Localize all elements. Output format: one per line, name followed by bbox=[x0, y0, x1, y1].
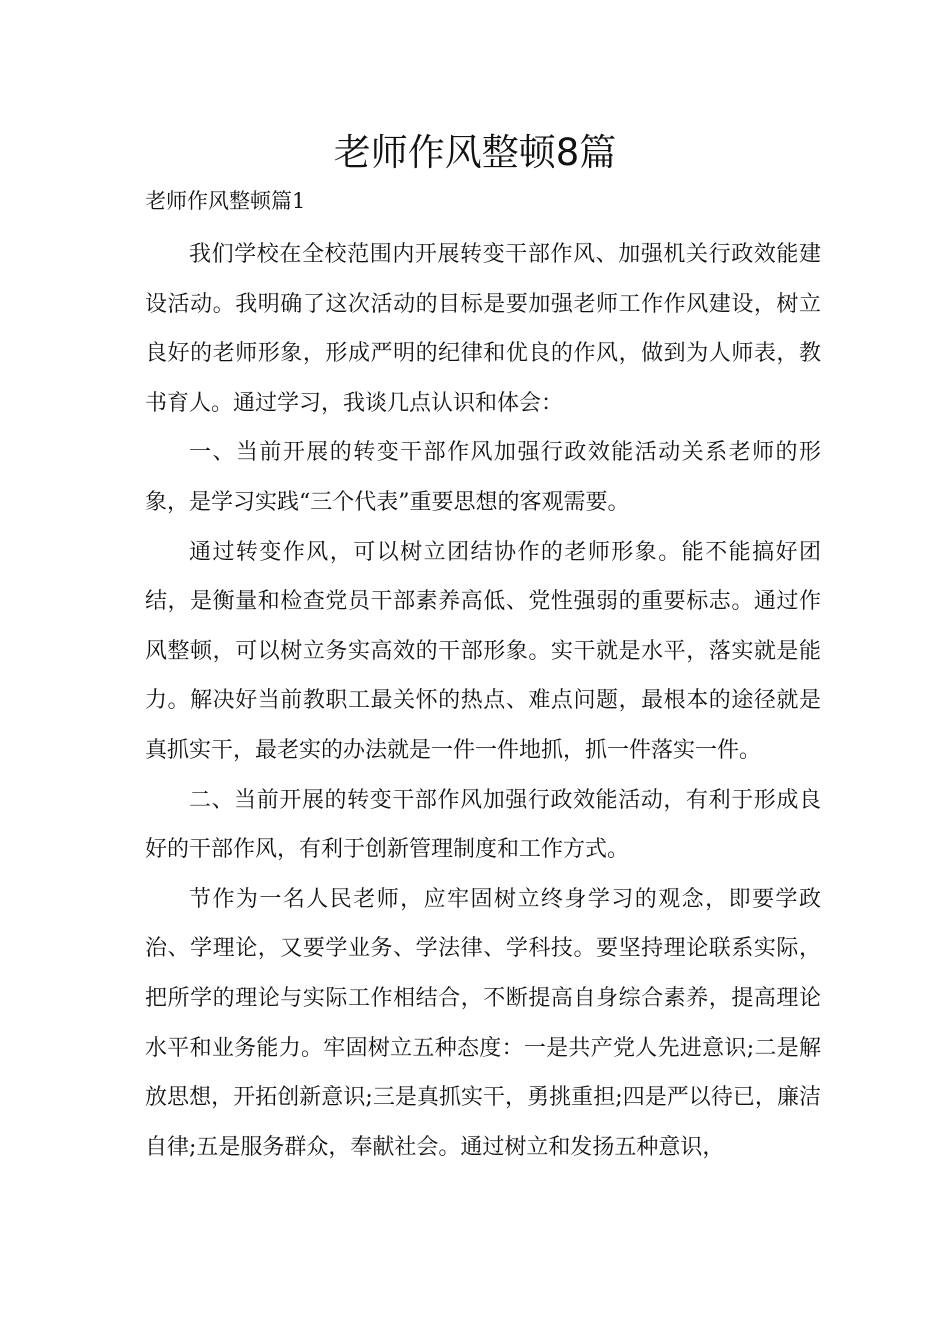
section-heading: 老师作风整顿篇1 bbox=[145, 189, 306, 213]
paragraph: 节作为一名人民老师，应牢固树立终身学习的观念，即要学政治、学理论，又要学业务、学法律、学科技。要坚持理论联系实际，把所学的理论与实际工作相结合，不断提高自身综合素养，提高理论水平和业务能力。牢固树立五种态度：一是共产党人先进意识;二是解放思想，开拓创新意识;三是真抓实干，勇挑重担;四是严以待已，廉洁自律;五是服务群众，奉献社会。通过树立和发扬五种意识， bbox=[145, 886, 821, 1160]
paragraph: 一、当前开展的转变干部作风加强行政效能活动关系老师的形象，是学习实践“三个代表”重要思想的客观需要。 bbox=[145, 440, 821, 515]
paragraph: 我们学校在全校范围内开展转变干部作风、加强机关行政效能建设活动。我明确了这次活动的目标是要加强老师工作作风建设，树立良好的老师形象，形成严明的纪律和优良的作风，做到为人师表，教书育人。通过学习，我谈几点认识和体会： bbox=[145, 242, 821, 416]
paragraph: 二、当前开展的转变干部作风加强行政效能活动，有利于形成良好的干部作风，有利于创新管理制度和工作方式。 bbox=[145, 787, 821, 863]
paragraph: 通过转变作风，可以树立团结协作的老师形象。能不能搞好团结，是衡量和检查党员干部素养高低、党性强弱的重要标志。通过作风整顿，可以树立务实高效的干部形象。实干就是水平，落实就是能力。解决好当前教职工最关怀的热点、难点问题，最根本的途径就是真抓实干，最老实的办法就是一件一件地抓，抓一件落实一件。 bbox=[145, 539, 821, 763]
document-title: 老师作风整顿8篇 bbox=[333, 131, 617, 174]
document-body bbox=[145, 230, 821, 1172]
